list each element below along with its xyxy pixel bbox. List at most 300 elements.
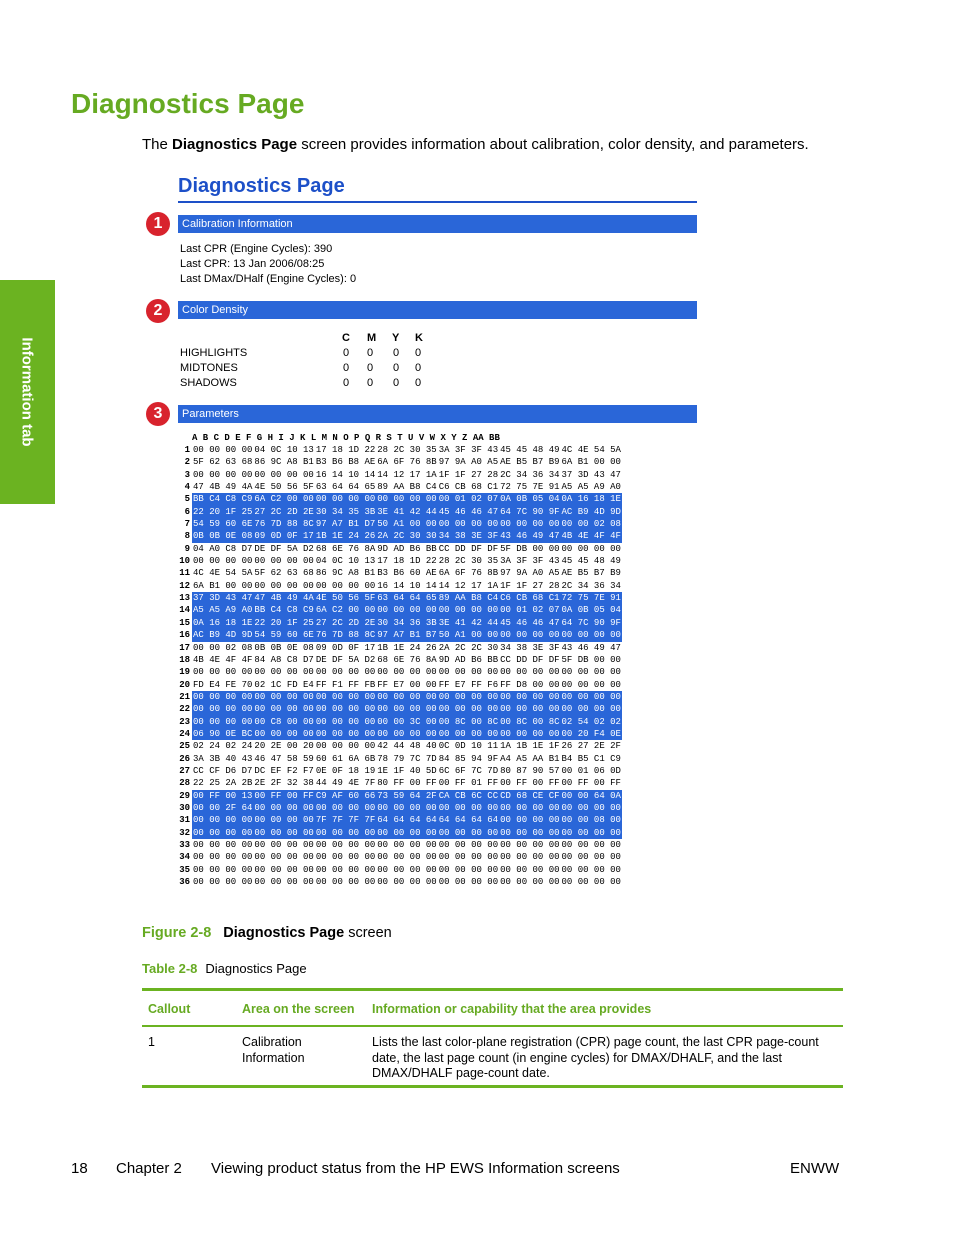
parameter-row-number: 22 [179,704,190,715]
parameter-value-group: CC CF D6 D7 [193,765,253,776]
calibration-line-1: Last CPR (Engine Cycles): 390 [180,243,333,255]
parameter-value-group: CC DD DF DF [438,543,499,554]
parameter-value-group: 00 8C 00 8C [500,716,560,727]
parameter-value-group: 30 34 35 3B [315,506,376,517]
parameter-value-group: BB C4 C8 C9 [254,605,314,616]
parameter-row-number: 35 [179,864,190,875]
parameter-row [178,666,622,678]
side-tab-label: Information tab [18,337,36,447]
parameter-value-group: 00 00 00 00 [500,667,560,678]
parameter-value-group: 00 00 00 00 [315,877,376,888]
parameter-value-group: 00 00 00 00 [315,802,376,813]
parameter-value-group: 1B 1E 24 26 [315,531,376,542]
parameter-value-group: 6A B1 00 00 [561,457,621,468]
parameter-value-group: 00 00 00 00 [254,704,314,715]
parameter-value-group: 0A 16 18 1E [193,617,253,628]
parameter-value-group: 00 00 00 00 [254,877,314,888]
parameter-value-group: 00 00 08 00 [561,815,621,826]
parameter-row-number: 9 [184,543,190,554]
parameter-value-group: 0A 16 18 1E [561,494,621,505]
parameter-value-group: 00 00 00 00 [561,827,621,838]
parameter-row-number: 7 [184,519,190,530]
parameter-value-group: 0E 0F 18 19 [315,765,376,776]
parameter-value-group: 22 20 1F 25 [254,617,314,628]
parameter-value-group: 00 00 00 00 [315,864,376,875]
parameter-row-number: 15 [179,617,190,628]
parameter-value-group: 00 00 02 08 [561,519,621,530]
table-header-row [142,991,843,1025]
parameter-row [178,851,622,863]
parameter-value-group: 00 00 00 00 [500,802,560,813]
parameter-value-group: 00 00 00 00 [193,827,253,838]
parameter-value-group: B3 B6 60 AE [377,568,437,579]
parameter-row [178,679,622,691]
parameter-value-group: 00 00 00 00 [500,630,560,641]
callout-2-badge: 2 [146,299,170,323]
parameter-row-number: 30 [179,802,190,813]
parameter-value-group: 00 00 00 00 [438,519,499,530]
parameter-value-group: 00 00 00 00 [377,728,437,739]
parameter-row-number: 5 [184,494,190,505]
parameter-row-number: 28 [179,778,190,789]
parameter-value-group: 00 00 00 00 [438,827,499,838]
parameter-value-group: 00 00 00 00 [561,691,621,702]
parameter-row-number: 33 [179,840,190,850]
parameter-value-group: 00 00 00 00 [500,728,560,739]
parameter-value-group: 89 AA B8 C4 [377,482,437,493]
parameter-value-group: A5 A5 A9 A0 [193,605,253,616]
figure-rest: screen [344,925,392,941]
parameter-value-group: 00 00 00 00 [193,815,253,826]
header-area: Area on the screen [242,1002,355,1016]
parameter-row-number: 16 [179,630,190,641]
parameter-value-group: 45 46 46 47 [500,617,560,628]
parameter-value-group: 00 00 00 00 [377,802,437,813]
parameter-row [178,716,622,728]
parameter-value-group: 00 00 00 00 [377,704,437,715]
parameter-value-group: 04 0C 10 13 [315,556,376,567]
figure-caption [142,925,392,941]
density-col-y: Y [392,332,400,344]
parameter-value-group: 00 20 F4 0E [561,728,621,739]
parameter-value-group: 84 A8 C8 D7 [254,654,314,665]
parameter-value-group: B4 B5 C1 C9 [561,753,621,764]
parameter-row [178,444,622,456]
parameter-value-group: 00 01 02 07 [438,494,499,505]
parameter-value-group: 1B 1E 24 26 [377,642,437,653]
parameter-value-group: 2A 2C 2C 30 [438,642,499,653]
parameter-row [178,543,622,555]
parameter-row-number: 2 [184,457,190,468]
intro-bold: Diagnostics Page [172,136,298,153]
parameter-row-number: 24 [179,728,190,739]
parameter-value-group: 2A 2C 30 30 [377,531,437,542]
parameter-value-group: 43 46 49 47 [561,642,621,653]
parameter-value-group: 22 20 1F 25 [193,506,253,517]
parameter-value-group: 1E 1F 40 5D [377,765,437,776]
parameter-row [178,506,622,518]
parameter-row-number: 23 [179,716,190,727]
parameter-row [178,753,622,765]
parameter-value-group: 9D AD B6 BB [377,543,437,554]
parameters-rows [178,444,622,888]
parameter-value-group: 76 7D 88 8C [254,519,314,530]
parameter-row [178,629,622,641]
parameter-row [178,555,622,567]
parameter-row-number: 21 [179,691,190,702]
parameter-value-group: 00 00 00 00 [377,667,437,678]
header-info: Information or capability that the area provides [372,1002,652,1016]
diagnostics-screenshot [142,170,702,900]
parameter-value-group: C6 CB 68 C1 [438,482,499,493]
parameter-row [178,728,622,740]
parameter-value-group: CA CB 6C CC [438,790,499,801]
density-value: 0 [415,377,422,389]
density-value: 0 [415,362,422,374]
parameter-value-group: 5F 62 63 68 [193,457,253,468]
parameter-value-group: 00 00 00 00 [500,519,560,530]
density-value: 0 [343,347,350,359]
parameter-value-group: 3E 41 42 44 [377,506,437,517]
parameter-value-group: FF F1 FF FB [315,679,376,690]
parameter-value-group: 00 00 00 00 [438,852,499,863]
parameter-value-group: 27 2C 2D 2E [315,617,376,628]
parameter-value-group: 72 75 7E 91 [561,593,621,604]
parameter-value-group: 00 00 00 00 [193,716,253,727]
parameter-value-group: 00 00 00 00 [254,852,314,863]
parameter-value-group: 16 14 10 14 [377,580,437,591]
parameter-value-group: 00 00 00 00 [500,704,560,715]
parameter-value-group: 47 4B 49 4A [193,482,253,493]
parameter-value-group: 00 00 00 00 [254,667,314,678]
density-value: 0 [343,377,350,389]
calibration-line-2: Last CPR: 13 Jan 2006/08:25 [180,258,325,270]
density-row-midtones: MIDTONES [180,362,238,374]
parameter-value-group: 00 00 00 00 [254,728,314,739]
parameter-value-group: 54 59 60 6E [193,519,253,530]
parameter-value-group: A5 A5 A9 A0 [561,482,621,493]
parameter-row-number: 20 [179,679,190,690]
parameter-row [178,740,622,752]
calibration-header: Calibration Information [178,215,697,233]
intro-post: screen provides information about calibration, color density, and parameters. [297,136,809,153]
parameter-value-group: 00 00 00 00 [254,802,314,813]
parameter-value-group: 00 00 00 00 [500,815,560,826]
parameter-value-group: 00 00 00 00 [561,667,621,678]
parameter-value-group: 00 FF 00 FF [500,778,560,789]
parameter-value-group: 6A C2 00 00 [254,494,314,505]
parameter-value-group: 00 01 06 0D [561,765,621,776]
parameter-value-group: 76 7D 88 8C [315,630,376,641]
parameter-value-group: 1F 1F 27 28 [500,580,560,591]
parameter-value-group: 00 00 00 00 [315,827,376,838]
parameter-row-number: 17 [179,642,190,653]
parameter-value-group: 00 00 00 00 [438,802,499,813]
parameter-value-group: 0C 0D 10 11 [438,741,499,752]
parameter-value-group: 22 25 2A 2B [193,778,253,789]
parameter-value-group: 20 2E 00 20 [254,741,314,752]
parameter-value-group: 00 C8 00 00 [254,716,314,727]
parameter-value-group: 34 38 3E 3F [438,531,499,542]
parameter-value-group: 00 00 00 00 [561,543,621,554]
parameter-value-group: 64 64 64 64 [377,815,437,826]
parameter-value-group: 4B 4E 4F 4F [193,654,253,665]
parameter-value-group: 02 24 02 24 [193,741,253,752]
footer-title: Viewing product status from the HP EWS Information screens [211,1160,620,1177]
parameter-value-group: 4B 4E 4F 4F [561,531,621,542]
parameter-value-group: 89 AA B8 C4 [438,593,499,604]
parameter-value-group: DE DF 5A D2 [315,654,376,665]
callout-table [142,988,843,1088]
parameter-value-group: 64 7C 90 9F [561,617,621,628]
parameter-row [178,876,622,888]
parameter-value-group: 00 00 00 00 [315,691,376,702]
parameter-value-group: 14 12 17 1A [438,580,499,591]
parameter-row [178,481,622,493]
parameter-value-group: 06 90 0E BC [193,728,253,739]
parameter-value-group: 42 44 48 40 [377,741,437,752]
parameter-value-group: 44 49 4E 7F [315,778,376,789]
parameter-value-group: 00 00 00 00 [500,840,560,850]
parameter-row-number: 27 [179,765,190,776]
parameter-value-group: 00 00 00 00 [438,605,499,616]
parameter-value-group: 00 FF 00 FF [561,778,621,789]
density-col-m: M [367,332,377,344]
parameter-value-group: 2C 34 36 34 [561,580,621,591]
parameter-row [178,518,622,530]
parameter-value-group: 86 9C A8 B1 [315,568,376,579]
callout-1-badge: 1 [146,212,170,236]
parameter-value-group: 00 00 00 00 [193,704,253,715]
parameter-row-number: 10 [179,556,190,567]
parameter-value-group: 45 45 48 49 [561,556,621,567]
footer-enww: ENWW [790,1160,840,1177]
parameter-value-group: 00 00 00 00 [315,704,376,715]
parameter-value-group: 46 47 58 59 [254,753,314,764]
parameter-row-number: 12 [179,580,190,591]
parameter-value-group: 00 00 00 00 [193,877,253,888]
row-info: Lists the last color-plane registration (CPR) page count, the last CPR page-count date, the last page count (in engine cycles) for DMAX/DHALF, and the last DMAX/DHALF page-count date. [372,1035,819,1080]
parameter-value-group: 00 FF 00 13 [193,790,253,801]
parameter-row-number: 36 [179,877,190,888]
parameter-row-number: 4 [184,482,190,493]
parameter-value-group: 00 00 00 00 [377,605,437,616]
density-col-c: C [342,332,350,344]
parameter-value-group: 00 00 00 00 [438,840,499,850]
parameter-row-number: 11 [179,568,190,579]
parameter-value-group: 43 46 49 47 [500,531,560,542]
parameter-value-group: 0A 0B 05 04 [500,494,560,505]
parameter-row-number: 13 [179,593,190,604]
parameters-header: Parameters [178,405,697,423]
parameter-value-group: 4E 50 56 5F [315,593,376,604]
parameter-value-group: 02 54 02 02 [561,716,621,727]
parameter-value-group: 00 00 00 00 [315,852,376,863]
parameter-value-group: 00 00 00 00 [561,704,621,715]
callout-3-badge: 3 [146,402,170,426]
density-value: 0 [393,362,400,374]
parameter-row-number: 32 [179,827,190,838]
parameter-value-group: 00 00 00 00 [315,494,376,505]
parameter-row [178,493,622,505]
parameter-value-group: 00 00 00 00 [561,840,621,850]
parameter-row [178,592,622,604]
parameter-value-group: 97 A7 B1 B7 [377,630,437,641]
parameter-value-group: 63 64 64 65 [377,593,437,604]
parameter-value-group: 00 00 00 00 [438,704,499,715]
parameter-value-group: 80 FF 00 FF [377,778,437,789]
parameters-grid [178,432,622,888]
parameter-value-group: CC DD DF DF [500,654,560,665]
parameter-value-group: 3E 41 42 44 [438,617,499,628]
table-caption [142,961,307,976]
parameter-value-group: 00 01 02 07 [500,605,560,616]
parameter-value-group: 5F 62 63 68 [254,568,314,579]
parameter-value-group: 00 00 00 00 [254,580,314,591]
parameter-row [178,580,622,592]
parameter-value-group: 64 7C 90 9F [500,506,560,517]
parameter-row-number: 8 [184,531,190,542]
parameter-value-group: 00 00 00 00 [500,877,560,888]
density-value: 0 [367,377,374,389]
parameter-value-group: 97 A7 B1 D7 [315,519,376,530]
parameter-value-group: FF E7 FF F6 [438,679,499,690]
parameter-value-group: 00 00 00 00 [561,852,621,863]
table-bottom-rule [142,1085,843,1088]
parameter-value-group: 5F DB 00 00 [561,654,621,665]
parameter-row [178,814,622,826]
parameter-value-group: 00 00 00 00 [500,691,560,702]
parameter-value-group: 4E 50 56 5F [254,482,314,493]
density-row-shadows: SHADOWS [180,377,237,389]
parameter-value-group: 00 00 00 00 [377,840,437,850]
parameter-value-group: 1F 1F 27 28 [438,469,499,480]
parameter-value-group: 64 64 64 64 [438,815,499,826]
parameter-value-group: 00 00 00 00 [561,877,621,888]
parameter-row [178,530,622,542]
parameter-value-group: 00 00 00 00 [254,827,314,838]
parameter-value-group: 00 00 00 00 [193,691,253,702]
parameter-value-group: 00 00 00 00 [193,667,253,678]
parameter-row [178,469,622,481]
density-row-highlights: HIGHLIGHTS [180,347,248,359]
parameter-value-group: DE DF 5A D2 [254,543,314,554]
parameter-row-number: 31 [179,815,190,826]
parameter-value-group: 78 79 7C 7D [377,753,437,764]
parameter-value-group: AE B5 B7 B9 [500,457,560,468]
parameter-value-group: 00 00 00 00 [315,728,376,739]
parameter-value-group: 00 00 00 00 [561,679,621,690]
parameter-value-group: 00 00 3C 00 [377,716,437,727]
parameter-row [178,691,622,703]
parameter-value-group: 50 A1 00 00 [377,519,437,530]
parameter-value-group: 00 00 00 00 [438,691,499,702]
parameter-value-group: 09 0D 0F 17 [254,531,314,542]
parameter-value-group: 6C 6F 7C 7D [438,765,499,776]
parameter-value-group: 00 00 64 0A [561,790,621,801]
parameter-value-group: 7F 7F 7F 7F [315,815,376,826]
parameter-value-group: 5F DB 00 00 [500,543,560,554]
parameter-value-group: 00 00 00 00 [500,864,560,875]
parameter-value-group: 00 00 00 00 [315,840,376,850]
parameter-value-group: 28 2C 30 35 [377,445,437,455]
parameter-value-group: 00 8C 00 8C [438,716,499,727]
parameter-value-group: 00 00 00 00 [254,815,314,826]
parameter-value-group: 3A 3B 40 43 [193,753,253,764]
parameter-value-group: 00 00 00 00 [315,580,376,591]
parameter-row [178,765,622,777]
parameter-row [178,642,622,654]
parameter-value-group: 02 1C FD E4 [254,679,314,690]
parameter-value-group: 00 00 00 00 [438,877,499,888]
parameter-value-group: A4 A5 AA B1 [500,753,560,764]
parameter-row [178,827,622,839]
parameter-row [178,567,622,579]
parameter-row [178,864,622,876]
intro-paragraph [142,136,809,153]
parameter-value-group: 0B 0B 0E 08 [254,642,314,653]
parameter-row [178,604,622,616]
parameter-value-group: 37 3D 43 47 [193,593,253,604]
parameter-value-group: 00 00 00 00 [254,864,314,875]
table-row [142,1027,843,1085]
parameter-value-group: 00 00 00 00 [193,556,253,567]
intro-pre: The [142,136,173,153]
parameter-value-group: C9 AF 60 66 [315,790,376,801]
parameter-value-group: 00 FF 00 FF [254,790,314,801]
density-col-k: K [415,332,423,344]
parameter-value-group: 3A 3F 3F 43 [500,556,560,567]
parameter-value-group: 00 00 00 00 [193,445,253,455]
parameter-value-group: 17 18 1D 22 [315,445,376,455]
parameter-value-group: 80 87 90 57 [500,765,560,776]
parameter-value-group: FF D8 00 00 [500,679,560,690]
parameter-value-group: 00 00 2F 64 [193,802,253,813]
parameter-value-group: 00 00 00 00 [500,852,560,863]
parameter-row-number: 29 [179,790,190,801]
parameter-value-group: 28 2C 30 35 [438,556,499,567]
parameter-value-group: 37 3D 43 47 [561,469,621,480]
parameter-value-group: 45 45 48 49 [500,445,560,455]
parameter-value-group: 97 9A A0 A5 [500,568,560,579]
parameter-value-group: 3A 3F 3F 43 [438,445,499,455]
parameter-value-group: 04 0C 10 13 [254,445,314,455]
parameter-value-group: 0B 0B 0E 08 [193,531,253,542]
parameter-value-group: 09 0D 0F 17 [315,642,376,653]
table-label: Table 2-8 [142,961,198,976]
parameter-value-group: 00 00 00 00 [193,864,253,875]
parameter-value-group: 14 12 17 1A [377,469,437,480]
parameter-value-group: 6A 6F 76 8B [438,568,499,579]
parameter-value-group: B3 B6 B8 AE [315,457,376,468]
parameter-value-group: 68 6E 76 8A [377,654,437,665]
parameter-value-group: 00 00 00 00 [377,691,437,702]
density-value: 0 [393,377,400,389]
figure-label: Figure 2-8 [142,925,212,941]
parameter-row [178,456,622,468]
parameter-value-group: 00 00 00 00 [438,667,499,678]
parameter-value-group: 9D AD B6 BB [438,654,499,665]
density-value: 0 [393,347,400,359]
parameter-row-number: 18 [179,654,190,665]
figure-title: Diagnostics Page [223,925,345,941]
parameter-value-group: 34 38 3E 3F [500,642,560,653]
parameter-value-group: 6A 6F 76 8B [377,457,437,468]
parameter-value-group: 00 00 00 00 [561,630,621,641]
parameter-value-group: 60 61 6A 6B [315,753,376,764]
page-title: Diagnostics Page [71,88,305,119]
parameter-value-group: 00 00 00 00 [377,852,437,863]
